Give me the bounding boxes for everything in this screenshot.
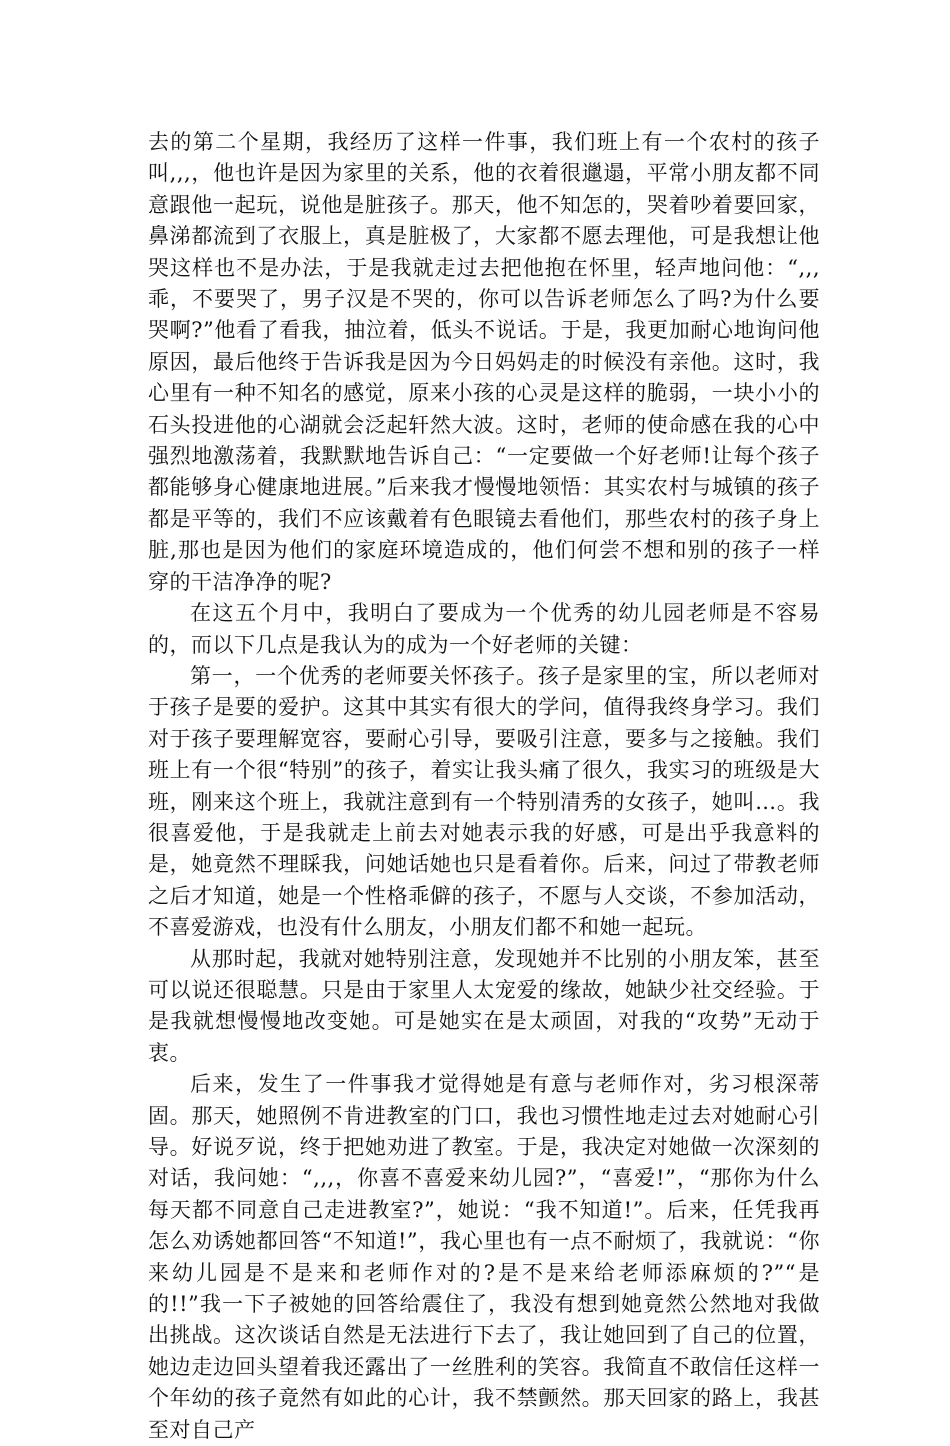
paragraph-1: 去的第二个星期，我经历了这样一件事，我们班上有一个农村的孩子叫,,,，他也许是因为家里的关系，他的衣着很邋遢，平常小朋友都不同意跟他一起玩，说他是脏孩子。那天，他不知怎的，哭着吵着要回家，鼻涕都流到了衣服上，真是脏极了，大家都不愿去理他，可是我想让他哭这样也不是办法，于是我就走过去把他抱在怀里，轻声地问他：“,,,乖，不要哭了，男子汉是不哭的，你可以告诉老师怎么了吗?为什么要哭啊?”他看了看我，抽泣着，低头不说话。于是，我更加耐心地询问他原因，最后他终于告诉我是因为今日妈妈走的时候没有亲他。这时，我心里有一种不知名的感觉，原来小孩的心灵是这样的脆弱，一块小小的石头投进他的心湖就会泛起轩然大波。这时，老师的使命感在我的心中强烈地激荡着，我默默地告诉自己：“一定要做一个好老师!让每个孩子都能够身心健康地进展。”后来我才慢慢地领悟：其实农村与城镇的孩子都是平等的，我们不应该戴着有色眼镜去看他们，那些农村的孩子身上脏,那也是因为他们的家庭环境造成的，他们何尝不想和别的孩子一样穿的干洁净净的呢? bbox=[148, 130, 820, 594]
paragraph-2: 在这五个月中，我明白了要成为一个优秀的幼儿园老师是不容易的，而以下几点是我认为的成为一个好老师的关键： bbox=[148, 601, 820, 657]
body-text bbox=[148, 127, 820, 1446]
paragraph-3: 第一，一个优秀的老师要关怀孩子。孩子是家里的宝，所以老师对于孩子是要的爱护。这其中其实有很大的学问，值得我终身学习。我们对于孩子要理解宽容，要耐心引导，要吸引注意，要多与之接触。我们班上有一个很“特别”的孩子，着实让我头痛了很久，我实习的班级是大班，刚来这个班上，我就注意到有一个特别清秀的女孩子，她叫…。我很喜爱他，于是我就走上前去对她表示我的好感，可是出乎我意料的是，她竟然不理睬我，问她话她也只是看着你。后来，问过了带教老师之后才知道，她是一个性格乖僻的孩子，不愿与人交谈，不参加活动，不喜爱游戏，也没有什么朋友，小朋友们都不和她一起玩。 bbox=[148, 663, 820, 940]
paragraph-4: 从那时起，我就对她特别注意，发现她并不比别的小朋友笨，甚至可以说还很聪慧。只是由于家里人太宠爱的缘故，她缺少社交经验。于是我就想慢慢地改变她。可是她实在是太顽固，对我的“攻势”无动于衷。 bbox=[148, 946, 820, 1065]
paragraph-5: 后来，发生了一件事我才觉得她是有意与老师作对，劣习根深蒂固。那天，她照例不肯进教室的门口，我也习惯性地走过去对她耐心引导。好说歹说，终于把她劝进了教室。于是，我决定对她做一次深刻的对话，我问她：“,,,，你喜不喜爱来幼儿园?”，“喜爱!”，“那你为什么每天都不同意自己走进教室?”，她说：“我不知道!”。后来，任凭我再怎么劝诱她都回答“不知道!”，我心里也有一点不耐烦了，我就说：“你来幼儿园是不是来和老师作对的?是不是来给老师添麻烦的?”“是的!!”我一下子被她的回答给震住了，我没有想到她竟然公然地对我做出挑战。这次谈话自然是无法进行下去了，我让她回到了自己的位置，她边走边回头望着我还露出了一丝胜利的笑容。我简直不敢信任这样一个年幼的孩子竟然有如此的心计，我不禁颤然。那天回家的路上，我甚至对自己产 bbox=[148, 1072, 820, 1442]
